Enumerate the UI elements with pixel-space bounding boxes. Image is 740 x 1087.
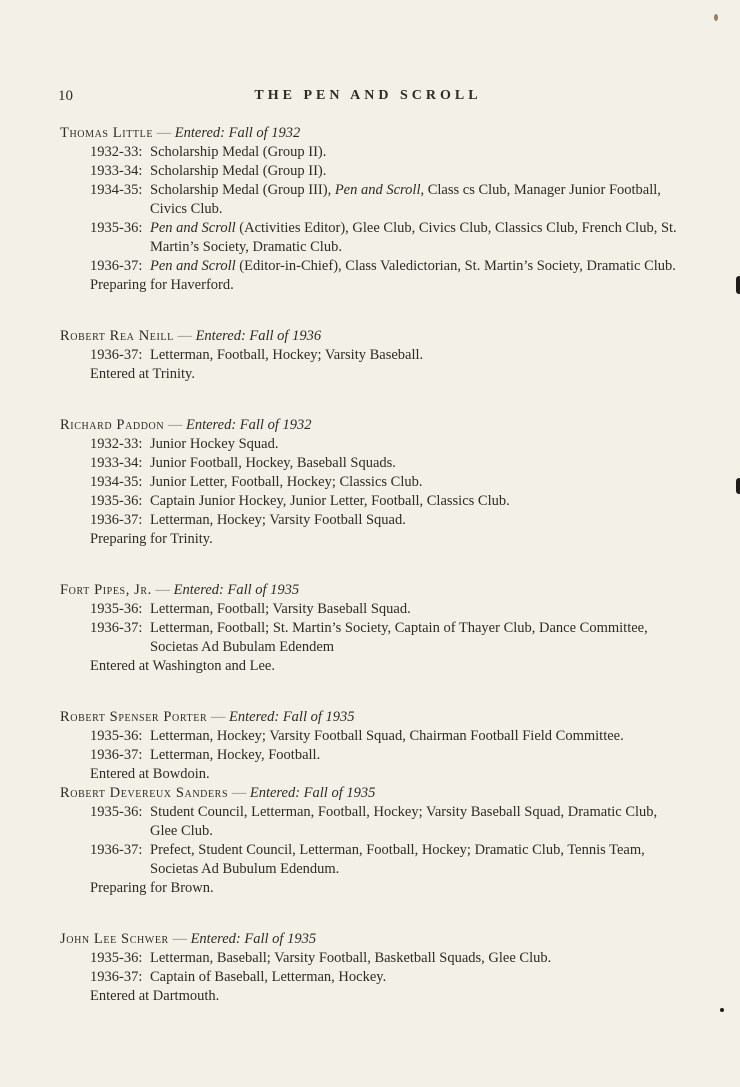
year-description: Captain Junior Hockey, Junior Letter, Football, Classics Club. — [150, 493, 510, 509]
publication-title: Pen and Scroll — [334, 182, 421, 198]
dash: — — [210, 709, 229, 725]
future-plan: Preparing for Brown. — [90, 880, 214, 896]
year-label: 1933-34: — [90, 163, 143, 179]
year-label: 1936-37: — [90, 512, 143, 528]
year-description: Junior Hockey Squad. — [150, 436, 279, 452]
year-record — [90, 492, 678, 511]
entry-fort-pipes — [58, 581, 678, 676]
future-plan: Entered at Washington and Lee. — [90, 658, 275, 674]
student-name: John Lee Schwer — [60, 931, 169, 947]
dash: — — [167, 417, 186, 433]
dash: — — [155, 582, 174, 598]
entry-heading — [60, 708, 678, 727]
year-description: Letterman, Hockey; Varsity Football Squad, Chairman Football Field Committee. — [150, 728, 624, 744]
year-record — [90, 473, 678, 492]
desc-text: , Class cs Club, Manager Junior Football, Civics Club. — [150, 182, 661, 217]
year-record — [90, 162, 678, 181]
entry-heading — [60, 784, 678, 803]
year-record — [90, 619, 678, 657]
year-label: 1935-36: — [90, 950, 143, 966]
year-label: 1935-36: — [90, 804, 143, 820]
desc-text: (Activities Editor), Glee Club, Civics Club, Classics Club, French Club, St. Martin’s Society, Dramatic Club. — [150, 220, 677, 255]
publication-title: Pen and Scroll — [150, 258, 236, 274]
year-description: Captain of Baseball, Letterman, Hockey. — [150, 969, 387, 985]
year-label: 1934-35: — [90, 474, 143, 490]
year-label: 1935-36: — [90, 601, 143, 617]
year-record — [90, 600, 678, 619]
year-description — [150, 219, 678, 257]
entered-date: Entered: Fall of 1935 — [249, 785, 376, 801]
entries-list — [58, 124, 678, 1038]
dash: — — [172, 931, 191, 947]
future-plan: Preparing for Trinity. — [90, 531, 213, 547]
entry-heading — [60, 124, 678, 143]
year-description: Letterman, Football; Varsity Baseball Squad. — [150, 601, 411, 617]
year-description: Letterman, Hockey, Football. — [150, 747, 321, 763]
desc-text: (Editor-in-Chief), Class Valedictorian, St. Martin’s Society, Dramatic Club. — [235, 258, 676, 274]
entered-date: Entered: Fall of 1936 — [195, 328, 322, 344]
entry-john-lee-schwer — [58, 930, 678, 1006]
year-description — [150, 181, 678, 219]
year-label: 1936-37: — [90, 969, 143, 985]
year-record — [90, 746, 678, 765]
year-label: 1932-33: — [90, 144, 143, 160]
entered-date: Entered: Fall of 1935 — [190, 931, 317, 947]
ink-speck — [714, 14, 718, 21]
entry-heading — [60, 930, 678, 949]
year-label: 1935-36: — [90, 220, 143, 236]
binding-hole-mark — [736, 276, 740, 294]
year-record — [90, 219, 678, 257]
ink-speck — [720, 1008, 724, 1012]
year-description: Scholarship Medal (Group II). — [150, 144, 327, 160]
desc-text: Scholarship Medal (Group III), — [150, 182, 335, 198]
year-record — [90, 435, 678, 454]
year-description: Letterman, Hockey; Varsity Football Squad. — [150, 512, 406, 528]
year-description: Letterman, Football; St. Martin’s Society, Captain of Thayer Club, Dance Committee, Societas Ad Bubulam Edendem — [150, 620, 648, 655]
year-description: Junior Letter, Football, Hockey; Classics Club. — [150, 474, 423, 490]
publication-title: Pen and Scroll — [150, 220, 236, 236]
year-description: Junior Football, Hockey, Baseball Squads. — [150, 455, 396, 471]
entry-heading — [60, 581, 678, 600]
entry-robert-devereux-sanders — [58, 784, 678, 898]
year-label: 1936-37: — [90, 842, 143, 858]
year-label: 1936-37: — [90, 747, 143, 763]
year-label: 1936-37: — [90, 620, 143, 636]
year-record — [90, 949, 678, 968]
year-record — [90, 511, 678, 530]
dash: — — [231, 785, 250, 801]
student-name: Robert Devereux Sanders — [60, 785, 229, 801]
year-description: Letterman, Football, Hockey; Varsity Baseball. — [150, 347, 424, 363]
entered-date: Entered: Fall of 1935 — [229, 709, 355, 725]
binding-hole-mark — [736, 478, 740, 494]
entered-date: Entered: Fall of 1935 — [173, 582, 300, 598]
year-record — [90, 727, 678, 746]
year-record — [90, 181, 678, 219]
year-description: Letterman, Baseball; Varsity Football, Basketball Squads, Glee Club. — [150, 950, 552, 966]
year-label: 1935-36: — [90, 728, 143, 744]
future-plan: Entered at Bowdoin. — [90, 766, 210, 782]
year-label: 1936-37: — [90, 347, 143, 363]
page-header — [58, 88, 678, 108]
year-record — [90, 143, 678, 162]
year-description — [150, 257, 678, 276]
entry-heading — [60, 416, 678, 435]
future-plan: Preparing for Haverford. — [90, 277, 234, 293]
year-record — [90, 454, 678, 473]
student-name: Thomas Little — [60, 125, 154, 141]
dash: — — [156, 125, 175, 141]
entry-thomas-little — [58, 124, 678, 295]
year-label: 1936-37: — [90, 258, 143, 274]
year-description: Scholarship Medal (Group II). — [150, 163, 327, 179]
student-name: Richard Paddon — [60, 417, 165, 433]
student-name: Robert Spenser Porter — [60, 709, 208, 725]
year-record — [90, 968, 678, 987]
entered-date: Entered: Fall of 1932 — [185, 417, 312, 433]
page-number: 10 — [58, 88, 73, 104]
year-record — [90, 346, 678, 365]
entered-date: Entered: Fall of 1932 — [174, 125, 301, 141]
year-label: 1935-36: — [90, 493, 143, 509]
year-record — [90, 803, 678, 841]
student-name: Fort Pipes, Jr. — [60, 582, 152, 598]
entry-heading — [60, 327, 678, 346]
future-plan: Entered at Dartmouth. — [90, 988, 220, 1004]
year-description: Student Council, Letterman, Football, Hockey; Varsity Baseball Squad, Dramatic Club, Glee Club. — [150, 804, 658, 839]
year-label: 1934-35: — [90, 182, 143, 198]
year-label: 1932-33: — [90, 436, 143, 452]
year-record — [90, 257, 678, 276]
running-title: THE PEN AND SCROLL — [254, 88, 482, 103]
entry-richard-paddon — [58, 416, 678, 549]
student-name: Robert Rea Neill — [60, 328, 174, 344]
year-label: 1933-34: — [90, 455, 143, 471]
entry-robert-rea-neill — [58, 327, 678, 384]
future-plan: Entered at Trinity. — [90, 366, 195, 382]
entry-robert-spenser-porter — [58, 708, 678, 784]
year-description: Prefect, Student Council, Letterman, Football, Hockey; Dramatic Club, Tennis Team, Societas Ad Bubulum Edendum. — [150, 842, 645, 877]
year-record — [90, 841, 678, 879]
dash: — — [177, 328, 196, 344]
